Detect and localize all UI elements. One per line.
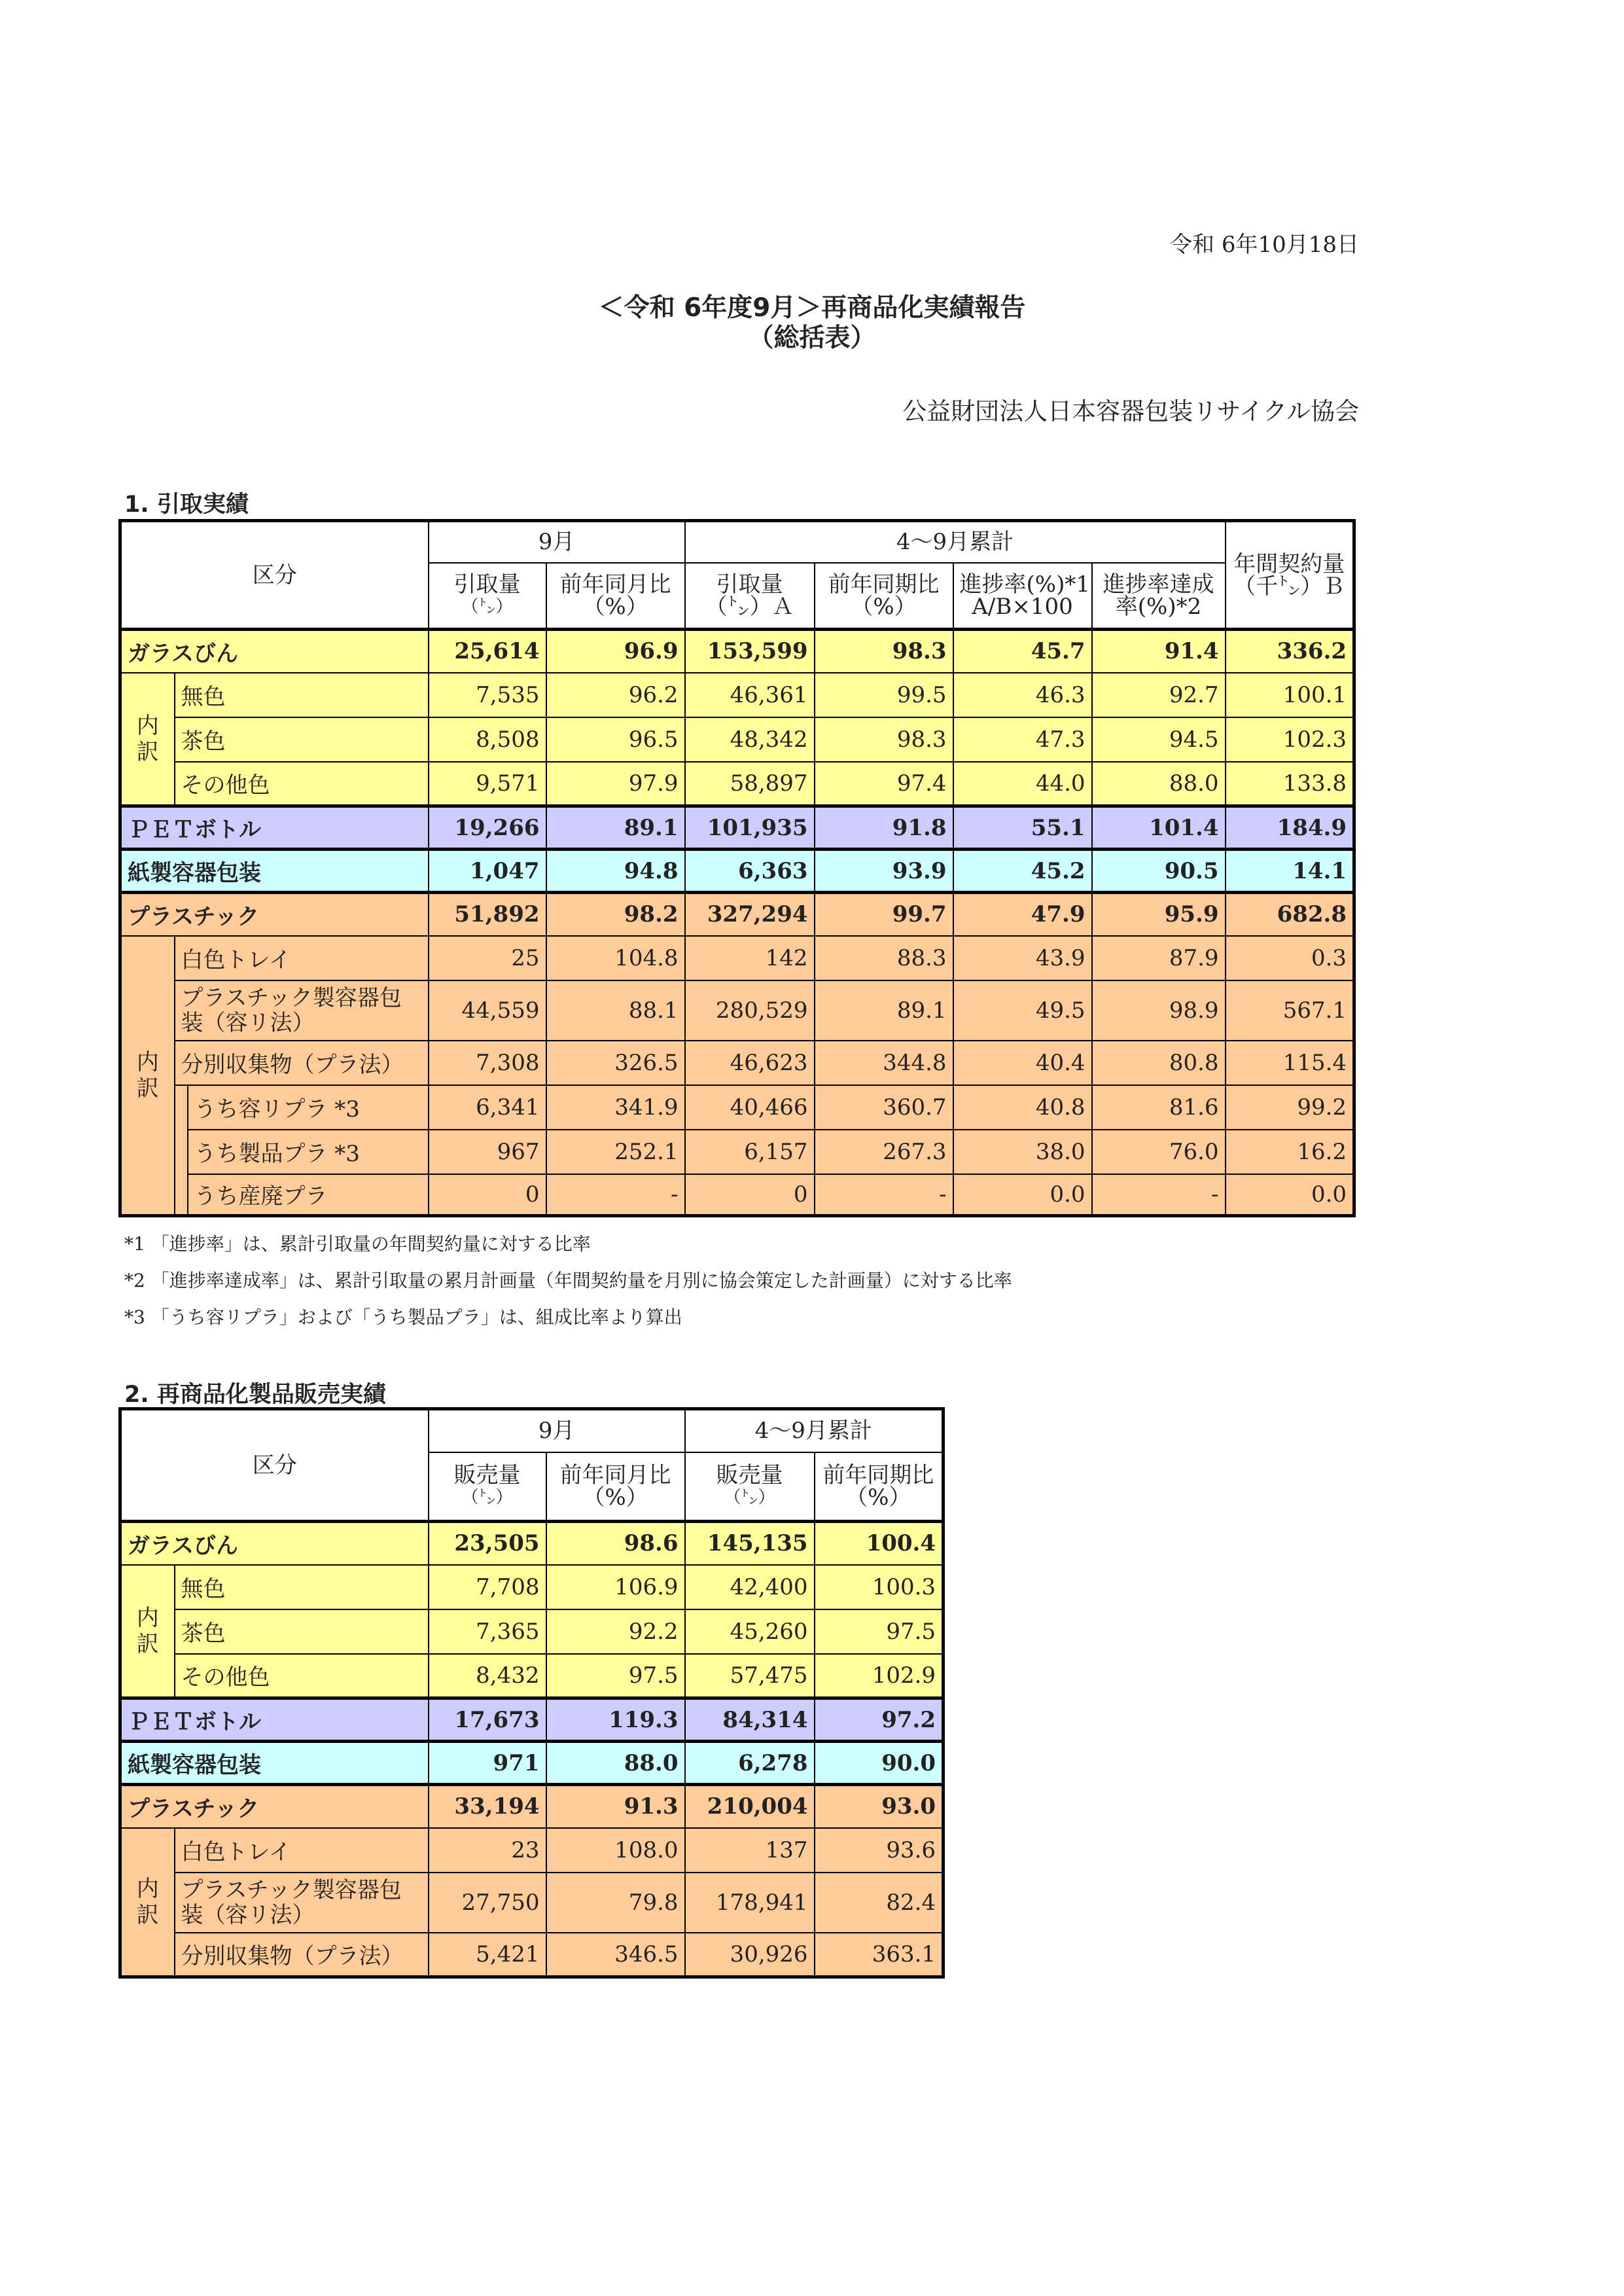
cell-value: 42,400 (685, 1565, 815, 1609)
row-white-tray (120, 936, 1354, 980)
header-hanbai-label: 販売量 (453, 1462, 521, 1488)
header-hanbai-cum-unit: （㌧） (724, 1487, 775, 1507)
row-glass (120, 1522, 944, 1565)
cell-category: うち産廃プラ (188, 1174, 429, 1216)
cell-value: 7,535 (429, 673, 546, 717)
cell-value: 7,365 (429, 1609, 546, 1654)
cell-value: 23 (429, 1828, 546, 1873)
cell-value: 44,559 (429, 980, 546, 1041)
cell-category: ＰＥＴボトル (120, 1698, 429, 1742)
header-yoy-month (546, 563, 685, 630)
uchiwake-label-glass: 内訳 (120, 1565, 175, 1698)
header-yoy-month (546, 1452, 685, 1522)
cell-value: 45,260 (685, 1609, 815, 1654)
row-paper (120, 850, 1354, 893)
cell-value: 91.3 (546, 1785, 685, 1828)
row-other-color (120, 762, 1354, 806)
cell-category: プラスチック製容器包装（容リ法） (175, 1873, 429, 1933)
header-achievement-line1: 進捗率達成 (1103, 571, 1214, 598)
cell-value: 6,341 (429, 1085, 546, 1130)
cell-value: 280,529 (685, 980, 815, 1041)
cell-value: 96.5 (546, 717, 685, 762)
cell-category: 紙製容器包装 (120, 1742, 429, 1785)
cell-value: 47.3 (953, 717, 1092, 762)
header-cumulative: 4〜9月累計 (685, 1409, 944, 1452)
cell-category: 茶色 (175, 1609, 429, 1654)
cell-value: 267.3 (815, 1130, 953, 1174)
cell-value: 0.3 (1226, 936, 1354, 980)
cell-value: 8,432 (429, 1654, 546, 1698)
cell-value: 133.8 (1226, 762, 1354, 806)
section-1-heading: 1. 引取実績 (124, 492, 249, 518)
row-other-color (120, 1654, 944, 1698)
cell-value: 25 (429, 936, 546, 980)
cell-value: 58,897 (685, 762, 815, 806)
cell-value: 96.9 (546, 630, 685, 673)
cell-value: 25,614 (429, 630, 546, 673)
title-line-2: （総括表） (748, 323, 876, 353)
cell-value: 93.0 (815, 1785, 944, 1828)
cell-value: 33,194 (429, 1785, 546, 1828)
cell-value: 51,892 (429, 893, 546, 936)
row-brown (120, 1609, 944, 1654)
cell-value: 79.8 (546, 1873, 685, 1933)
cell-value: 8,508 (429, 717, 546, 762)
collection-table (118, 519, 1356, 1217)
cell-value: 46.3 (953, 673, 1092, 717)
header-kubun: 区分 (120, 1409, 429, 1522)
header-hikitori-cum-unit: （㌧）Ａ (705, 593, 794, 620)
cell-value: 16.2 (1226, 1130, 1354, 1174)
cell-value: 9,571 (429, 762, 546, 806)
cell-value: 98.3 (815, 717, 953, 762)
cell-value: 94.5 (1092, 717, 1226, 762)
header-yoy-period (815, 1452, 944, 1522)
cell-value: 98.6 (546, 1522, 685, 1565)
cell-category: ガラスびん (120, 1522, 429, 1565)
header-yoy-month-label: 前年同月比 (559, 1462, 671, 1488)
cell-value: 98.2 (546, 893, 685, 936)
cell-value: 178,941 (685, 1873, 815, 1933)
header-kubun: 区分 (120, 521, 429, 630)
header-yoy-period-label: 前年同期比 (828, 571, 940, 598)
cell-value: 971 (429, 1742, 546, 1785)
header-hanbai-cum (685, 1452, 815, 1522)
cell-value: 89.1 (546, 806, 685, 850)
header-hanbai (429, 1452, 546, 1522)
header-hanbai-unit: （㌧） (461, 1487, 513, 1507)
cell-value: 98.9 (1092, 980, 1226, 1041)
cell-value: 96.2 (546, 673, 685, 717)
cell-value: 47.9 (953, 893, 1092, 936)
cell-value: 6,157 (685, 1130, 815, 1174)
cell-value: 336.2 (1226, 630, 1354, 673)
row-pet (120, 806, 1354, 850)
cell-value: 106.9 (546, 1565, 685, 1609)
cell-value: 91.4 (1092, 630, 1226, 673)
cell-value: 97.4 (815, 762, 953, 806)
cell-value: 145,135 (685, 1522, 815, 1565)
cell-value: 100.3 (815, 1565, 944, 1609)
row-brown (120, 717, 1354, 762)
cell-category: うち製品プラ *3 (188, 1130, 429, 1174)
uchiwake-label-plastic: 内訳 (120, 1828, 175, 1977)
header-hikitori-cum (685, 563, 815, 630)
cell-value: 45.7 (953, 630, 1092, 673)
cell-value: 99.5 (815, 673, 953, 717)
header-yoy-month-unit: （%） (582, 593, 648, 620)
title-line-1: ＜令和 6年度9月＞再商品化実績報告 (598, 293, 1026, 323)
cell-value: 119.3 (546, 1698, 685, 1742)
cell-value: 91.8 (815, 806, 953, 850)
header-hanbai-cum-label: 販売量 (716, 1462, 783, 1488)
cell-category: 白色トレイ (175, 1828, 429, 1873)
header-hikitori-label: 引取量 (453, 571, 521, 598)
cell-value: 97.5 (546, 1654, 685, 1698)
cell-value: 44.0 (953, 762, 1092, 806)
cell-value: 6,278 (685, 1742, 815, 1785)
cell-value: 7,708 (429, 1565, 546, 1609)
cell-category: ＰＥＴボトル (120, 806, 429, 850)
cell-value: 326.5 (546, 1041, 685, 1085)
cell-value: 17,673 (429, 1698, 546, 1742)
header-annual (1226, 521, 1354, 630)
cell-category: 分別収集物（プラ法） (175, 1933, 429, 1977)
header-yoy-month-label: 前年同月比 (559, 571, 671, 598)
cell-value: 0.0 (1226, 1174, 1354, 1216)
footnote-3: *3 「うち容リプラ」および「うち製品プラ」は、組成比率より算出 (124, 1306, 682, 1328)
cell-value: 102.3 (1226, 717, 1354, 762)
uchiwake-label-plastic: 内訳 (120, 936, 175, 1216)
cell-value: 108.0 (546, 1828, 685, 1873)
header-month: 9月 (429, 1409, 685, 1452)
cell-value: 7,308 (429, 1041, 546, 1085)
cell-category: 無色 (175, 673, 429, 717)
row-sanpai-pla (120, 1174, 1354, 1216)
cell-value: 0.0 (953, 1174, 1092, 1216)
cell-category: 分別収集物（プラ法） (175, 1041, 429, 1085)
cell-value: 48,342 (685, 717, 815, 762)
header-annual-unit: （千㌧）Ｂ (1233, 573, 1345, 600)
row-colorless (120, 1565, 944, 1609)
cell-value: 45.2 (953, 850, 1092, 893)
row-seihin-pla (120, 1130, 1354, 1174)
report-date: 令和 6年10月18日 (1170, 232, 1359, 258)
cell-value: 102.9 (815, 1654, 944, 1698)
cell-value: 99.2 (1226, 1085, 1354, 1130)
cell-value: 101.4 (1092, 806, 1226, 850)
cell-value: 88.3 (815, 936, 953, 980)
cell-value: 360.7 (815, 1085, 953, 1130)
cell-value: - (1092, 1174, 1226, 1216)
cell-value: 40.8 (953, 1085, 1092, 1130)
footnotes (124, 1226, 1012, 1336)
footnote-1: *1 「進捗率」は、累計引取量の年間契約量に対する比率 (124, 1233, 591, 1255)
indent-spacer (175, 1085, 188, 1216)
cell-value: 327,294 (685, 893, 815, 936)
header-yoy-period (815, 563, 953, 630)
row-plastic-packaging (120, 1873, 944, 1933)
cell-value: 97.2 (815, 1698, 944, 1742)
cell-value: 92.2 (546, 1609, 685, 1654)
header-progress (953, 563, 1092, 630)
cell-value: 101,935 (685, 806, 815, 850)
cell-value: 30,926 (685, 1933, 815, 1977)
header-annual-label: 年間契約量 (1233, 550, 1345, 577)
cell-category: プラスチック (120, 1785, 429, 1828)
cell-value: 967 (429, 1130, 546, 1174)
row-separate-collection (120, 1041, 1354, 1085)
cell-value: 88.0 (1092, 762, 1226, 806)
header-hikitori-cum-label: 引取量 (716, 571, 783, 598)
cell-value: 97.5 (815, 1609, 944, 1654)
cell-value: 115.4 (1226, 1041, 1354, 1085)
row-plastic-packaging (120, 980, 1354, 1041)
cell-value: 682.8 (1226, 893, 1354, 936)
cell-value: 252.1 (546, 1130, 685, 1174)
cell-value: 46,361 (685, 673, 815, 717)
row-separate-collection (120, 1933, 944, 1977)
cell-value: 346.5 (546, 1933, 685, 1977)
cell-value: 55.1 (953, 806, 1092, 850)
cell-value: 93.9 (815, 850, 953, 893)
cell-value: 49.5 (953, 980, 1092, 1041)
cell-value: 88.0 (546, 1742, 685, 1785)
cell-value: 95.9 (1092, 893, 1226, 936)
cell-value: 99.7 (815, 893, 953, 936)
row-paper (120, 1742, 944, 1785)
cell-value: 100.4 (815, 1522, 944, 1565)
cell-value: 76.0 (1092, 1130, 1226, 1174)
cell-value: 23,505 (429, 1522, 546, 1565)
cell-value: 40,466 (685, 1085, 815, 1130)
row-glass (120, 630, 1354, 673)
cell-value: 82.4 (815, 1873, 944, 1933)
uchiwake-label-glass: 内訳 (120, 673, 175, 806)
cell-value: 87.9 (1092, 936, 1226, 980)
cell-value: - (815, 1174, 953, 1216)
cell-value: 80.8 (1092, 1041, 1226, 1085)
cell-value: 84,314 (685, 1698, 815, 1742)
header-yoy-month-unit: （%） (582, 1484, 648, 1511)
cell-value: 40.4 (953, 1041, 1092, 1085)
cell-category: 白色トレイ (175, 936, 429, 980)
row-yori-pla (120, 1085, 1354, 1130)
cell-value: 567.1 (1226, 980, 1354, 1041)
cell-value: 88.1 (546, 980, 685, 1041)
cell-value: 344.8 (815, 1041, 953, 1085)
section-2-heading: 2. 再商品化製品販売実績 (124, 1382, 386, 1408)
footnote-2: *2 「進捗率達成率」は、累計引取量の累月計画量（年間契約量を月別に協会策定した計画量）に対する比率 (124, 1270, 1012, 1291)
header-yoy-period-unit: （%） (845, 1484, 911, 1511)
cell-value: 90.5 (1092, 850, 1226, 893)
cell-value: 6,363 (685, 850, 815, 893)
row-pet (120, 1698, 944, 1742)
cell-value: 94.8 (546, 850, 685, 893)
cell-value: 363.1 (815, 1933, 944, 1977)
cell-category: 無色 (175, 1565, 429, 1609)
cell-value: 89.1 (815, 980, 953, 1041)
header-progress-label: 進捗率(%)*1 (959, 571, 1090, 598)
cell-value: 57,475 (685, 1654, 815, 1698)
header-yoy-period-label: 前年同期比 (822, 1462, 934, 1488)
cell-value: 0 (429, 1174, 546, 1216)
cell-value: 98.3 (815, 630, 953, 673)
row-plastic (120, 893, 1354, 936)
cell-value: 93.6 (815, 1828, 944, 1873)
cell-category: その他色 (175, 762, 429, 806)
row-white-tray (120, 1828, 944, 1873)
row-colorless (120, 673, 1354, 717)
cell-category: プラスチック (120, 893, 429, 936)
cell-value: 5,421 (429, 1933, 546, 1977)
cell-value: 1,047 (429, 850, 546, 893)
cell-value: 137 (685, 1828, 815, 1873)
cell-value: 46,623 (685, 1041, 815, 1085)
sales-table (118, 1407, 945, 1979)
cell-value: 142 (685, 936, 815, 980)
report-title (0, 293, 1624, 353)
cell-value: 341.9 (546, 1085, 685, 1130)
header-yoy-period-unit: （%） (851, 593, 917, 620)
cell-value: 0 (685, 1174, 815, 1216)
header-hikitori (429, 563, 546, 630)
header-cumulative: 4〜9月累計 (685, 521, 1226, 563)
cell-value: 14.1 (1226, 850, 1354, 893)
cell-category: プラスチック製容器包装（容リ法） (175, 980, 429, 1041)
cell-value: 81.6 (1092, 1085, 1226, 1130)
cell-category: 紙製容器包装 (120, 850, 429, 893)
cell-value: 43.9 (953, 936, 1092, 980)
header-hikitori-unit: （㌧） (461, 596, 513, 617)
cell-category: うち容リプラ *3 (188, 1085, 429, 1130)
cell-category: 茶色 (175, 717, 429, 762)
cell-category: ガラスびん (120, 630, 429, 673)
row-plastic (120, 1785, 944, 1828)
cell-value: 19,266 (429, 806, 546, 850)
cell-value: 100.1 (1226, 673, 1354, 717)
header-progress-formula: A/B×100 (972, 593, 1073, 620)
cell-category: その他色 (175, 1654, 429, 1698)
header-achievement-line2: 率(%)*2 (1115, 593, 1202, 620)
cell-value: 90.0 (815, 1742, 944, 1785)
cell-value: 104.8 (546, 936, 685, 980)
cell-value: 27,750 (429, 1873, 546, 1933)
cell-value: - (546, 1174, 685, 1216)
cell-value: 97.9 (546, 762, 685, 806)
header-month: 9月 (429, 521, 685, 563)
cell-value: 92.7 (1092, 673, 1226, 717)
cell-value: 153,599 (685, 630, 815, 673)
cell-value: 184.9 (1226, 806, 1354, 850)
cell-value: 210,004 (685, 1785, 815, 1828)
header-achievement (1092, 563, 1226, 630)
cell-value: 38.0 (953, 1130, 1092, 1174)
organization-name: 公益財団法人日本容器包装リサイクル協会 (902, 397, 1359, 425)
